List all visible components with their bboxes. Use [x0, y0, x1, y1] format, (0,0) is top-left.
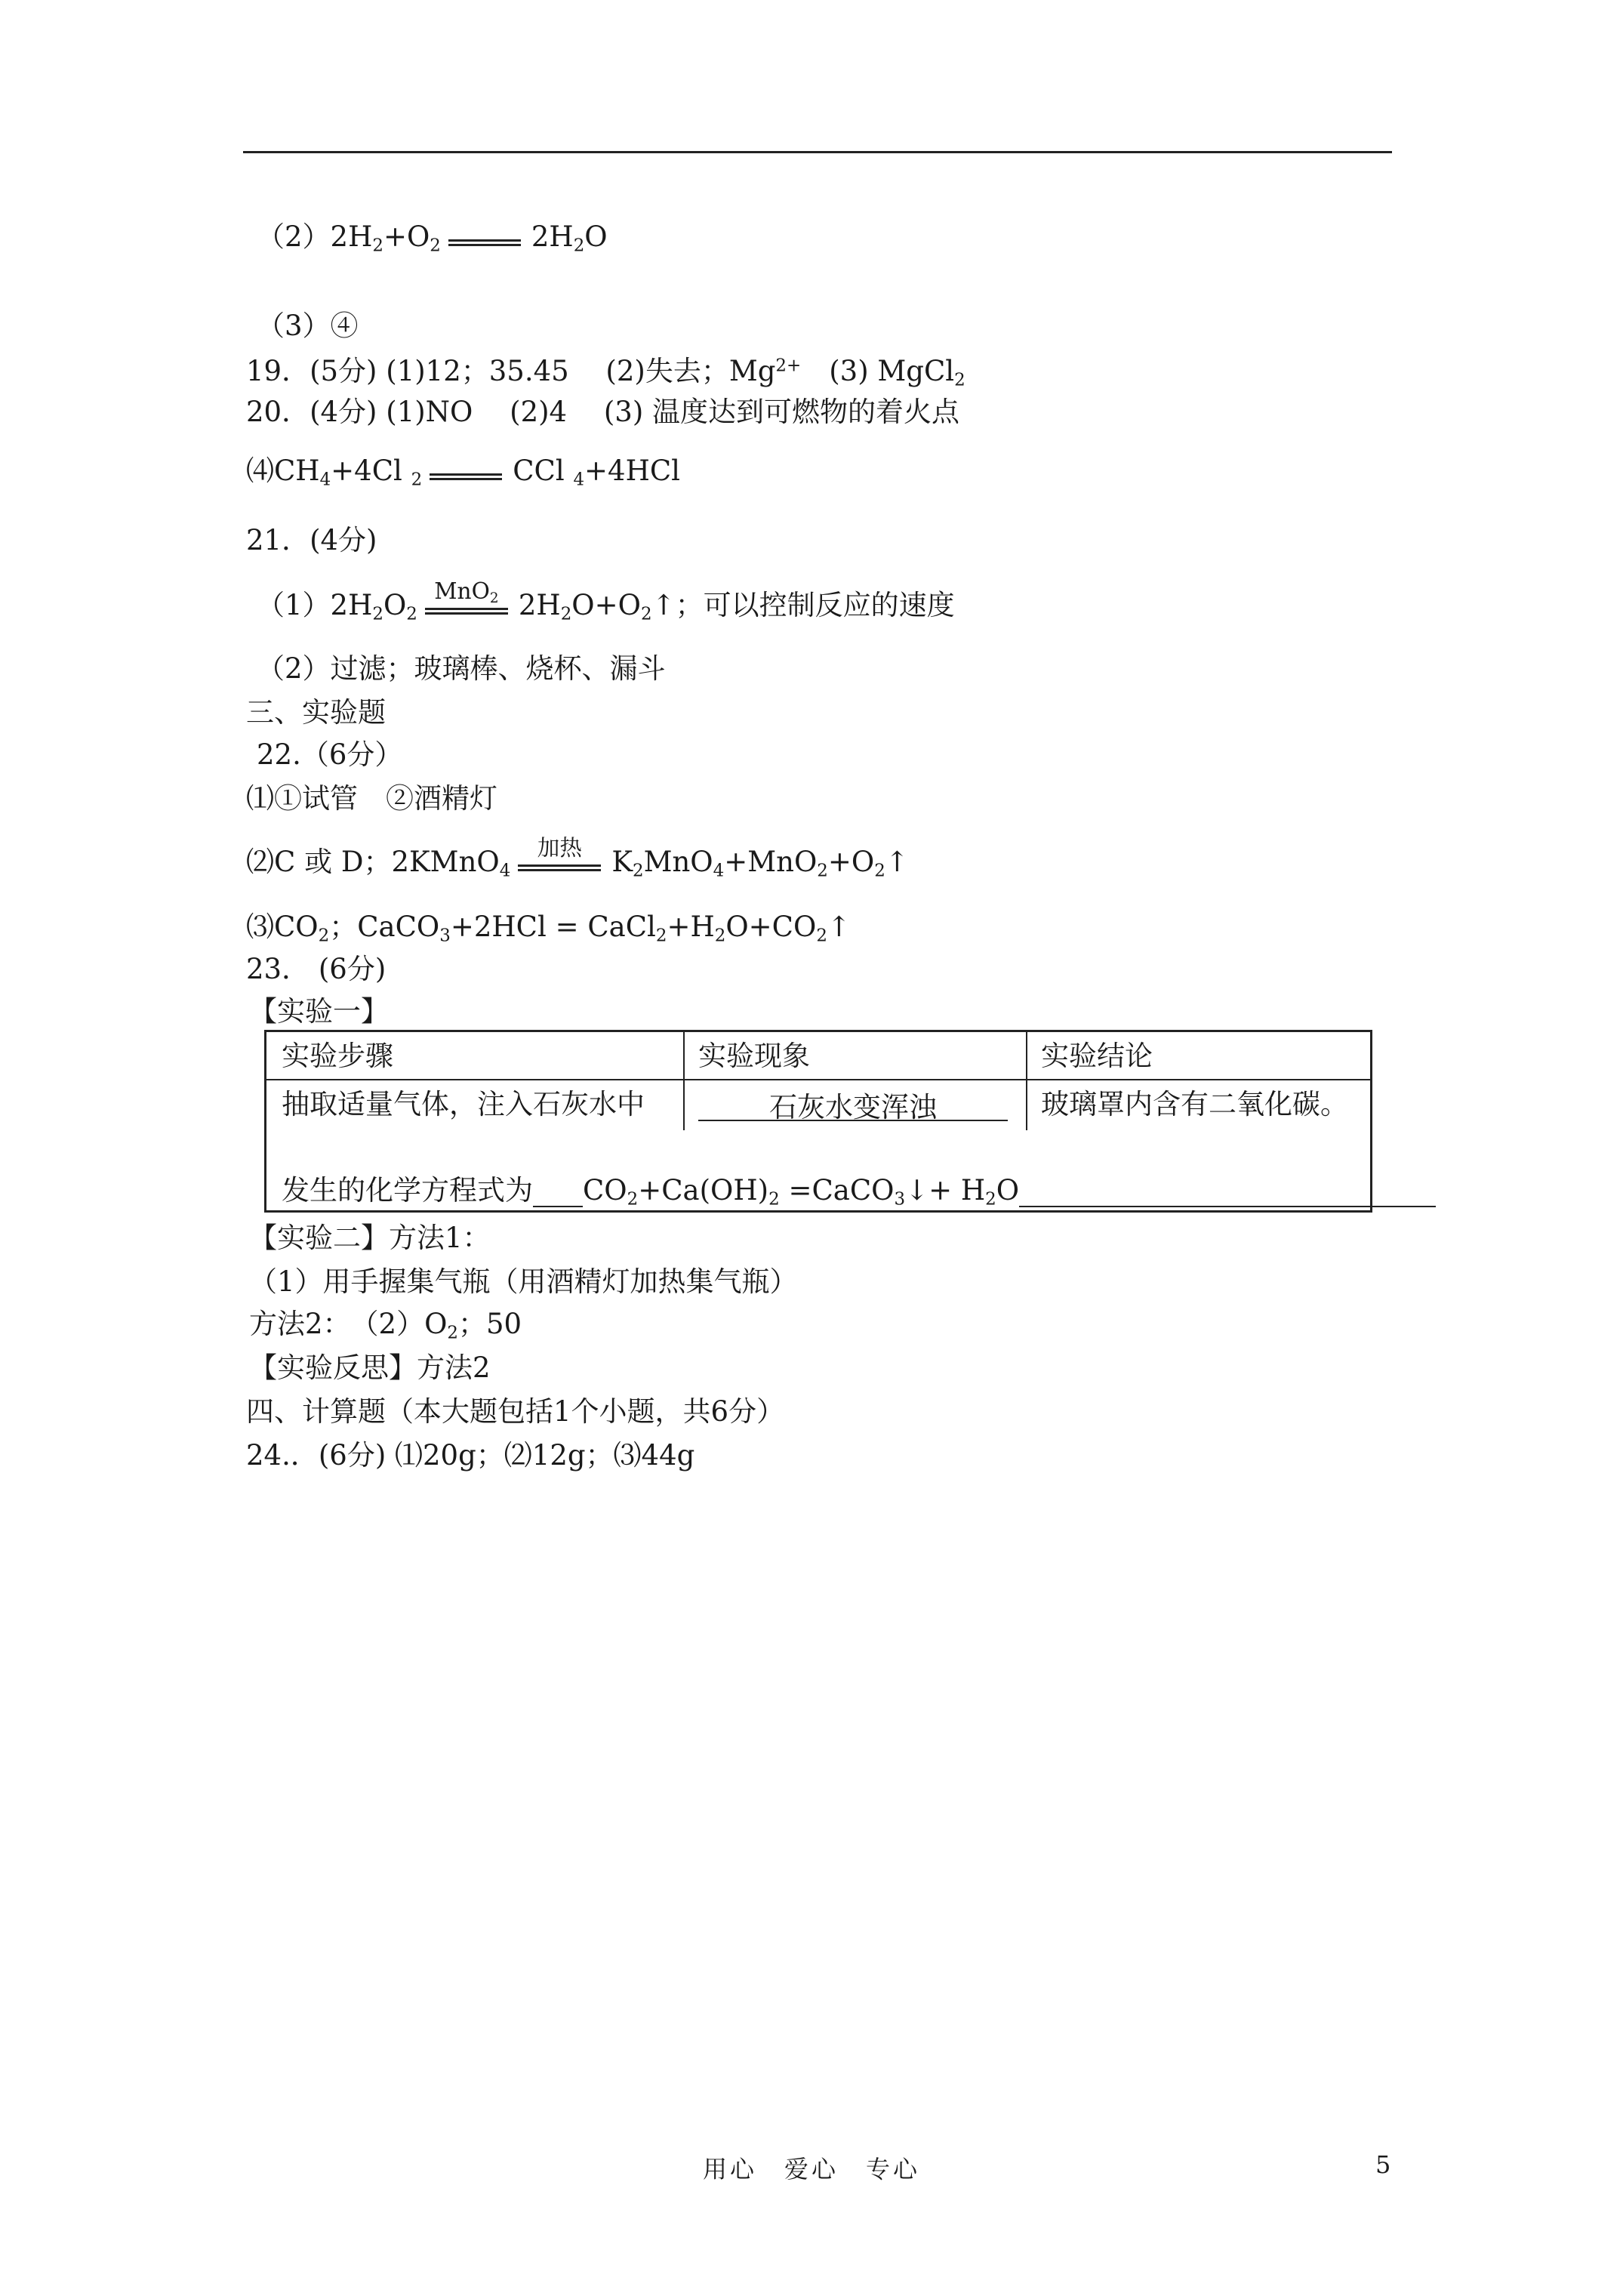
table-header-divider [266, 1079, 1370, 1080]
experiment-two-method-2: 方法2： $(2)O_2$；50 [249, 1308, 522, 1343]
table-equation-row: 发生的化学方程式为 $CO_2+Ca(OH)_2$ =CaCO$_3$↓+ $H_2O$ [282, 1174, 1436, 1207]
answer-line-23: 23． (6分) [246, 953, 387, 985]
section-heading-calculation: 四、计算题（本大题包括1个小题，共6分） [246, 1395, 785, 1428]
answer-line-21-2: （2）过滤；玻璃棒、烧杯、漏斗 [257, 652, 666, 685]
experiment-two-method-1: （1）用手握集气瓶（用酒精灯加热集气瓶） [249, 1265, 798, 1298]
phenomenon-answer: 石灰水变浑浊 [698, 1091, 1008, 1121]
answer-line-22-1: ⑴①试管 ②酒精灯 [246, 782, 497, 815]
reaction-arrow [430, 458, 502, 488]
answer-line-18-2: $(2)2H_2+O_2$ $2H_2O$ [257, 220, 608, 256]
section-heading-experiment: 三、实验题 [246, 696, 386, 729]
page-footer-motto: 用心 爱心 专心 [702, 2155, 920, 2184]
answer-line-20-4: $⑷CH_4+4Cl$ $_2$ CCl $_4$+4HCl [246, 455, 680, 490]
answer-line-22-2: ⑵C 或 D；2KMnO$_4$ 加热 $K_2MnO_4+MnO_2+O_2↑$ [246, 834, 909, 881]
header-rule [243, 151, 1392, 153]
table-header-phenomena: 实验现象 [698, 1040, 810, 1072]
page-number: 5 [1375, 2150, 1391, 2179]
reaction-arrow [448, 224, 521, 254]
experiment-two-heading: 【实验二】方法1： [249, 1222, 491, 1254]
answer-line-22: 22.（6分） [257, 738, 403, 771]
answer-line-19: 19．(5分) (1)12；35.45 (2)失去；$Mg^{2+}$ (3) MgCl$_2$ [246, 355, 965, 390]
table-cell-step: 抽取适量气体，注入石灰水中 [282, 1088, 645, 1120]
experiment-table [264, 1030, 1372, 1213]
table-column-divider [1026, 1032, 1027, 1130]
table-header-steps: 实验步骤 [282, 1040, 393, 1072]
answer-line-21: 21．(4分) [246, 524, 377, 556]
experiment-one-heading: 【实验一】 [249, 995, 389, 1028]
answer-line-20: 20．(4分) (1)NO (2)4 (3) 温度达到可燃物的着火点 [246, 396, 960, 428]
table-column-divider [683, 1032, 685, 1130]
reaction-arrow-mno2: MnO$_2$ [425, 593, 508, 623]
reaction-arrow-heat: 加热 [518, 849, 601, 880]
experiment-reflection: 【实验反思】方法2 [249, 1351, 491, 1384]
answer-line-24: 24.．(6分) ⑴20g；⑵12g；⑶44g [246, 1439, 695, 1472]
answer-line-21-1: $(1)2H_2O_2$ MnO$_2$ $2H_2O+O_2↑$；可以控制反应的速度 [257, 578, 955, 624]
table-header-conclusion: 实验结论 [1041, 1040, 1153, 1072]
table-cell-phenomenon [698, 1088, 1008, 1121]
table-cell-conclusion: 玻璃罩内含有二氧化碳。 [1041, 1088, 1348, 1120]
answer-line-18-3: （3）④ [257, 310, 359, 342]
answer-line-22-3: $⑶CO_2$；CaCO$_3$+2HCl = $CaCl_2+H_2O+CO_2↑$ [246, 911, 851, 946]
